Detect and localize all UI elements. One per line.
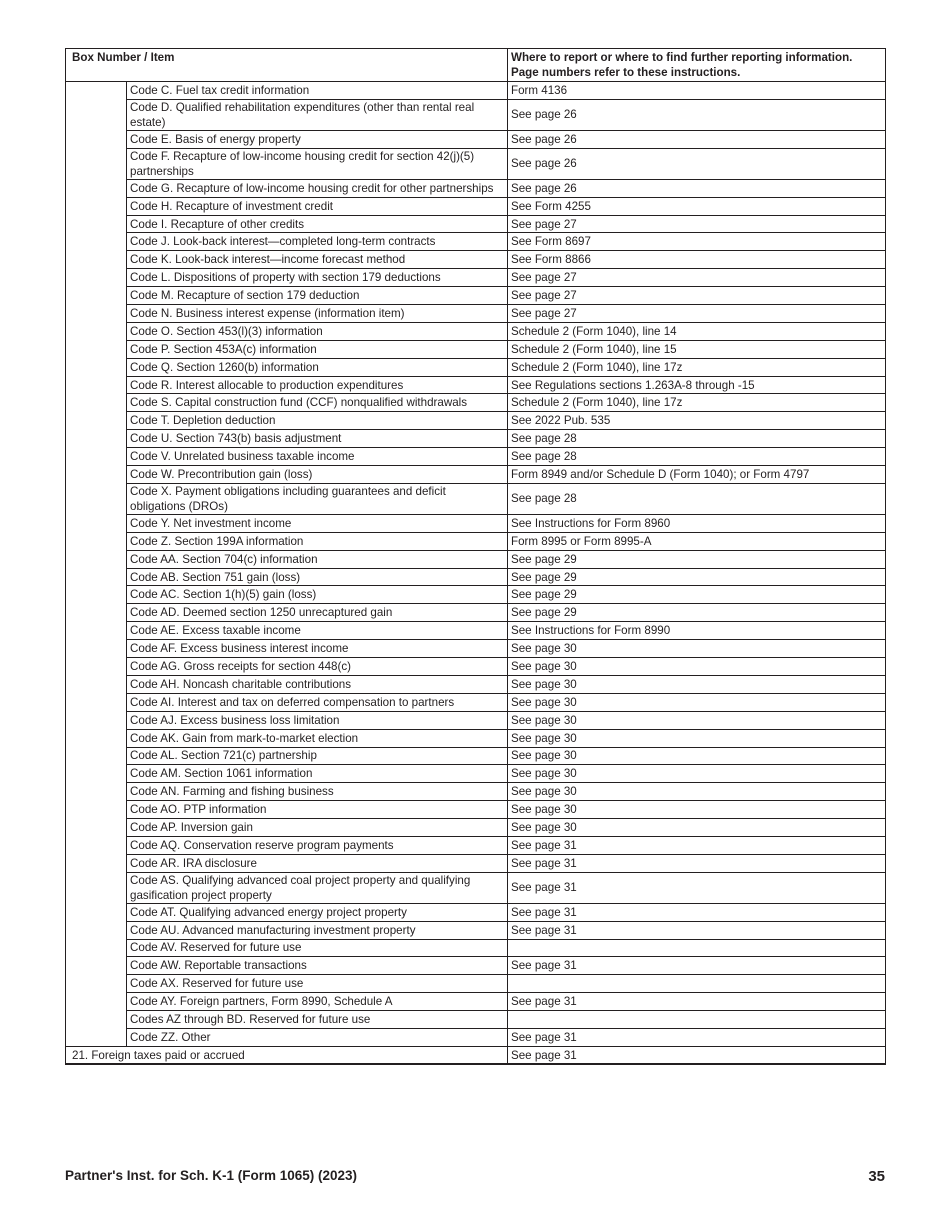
indent-cell [66, 532, 127, 550]
indent-cell [66, 179, 127, 197]
table-row [66, 1028, 886, 1046]
where-cell: See page 27 [508, 215, 886, 233]
where-cell: See page 31 [508, 921, 886, 939]
table-row [66, 550, 886, 568]
table-row [66, 394, 886, 412]
item-cell: Code L. Dispositions of property with section 179 deductions [127, 269, 508, 287]
table-row [66, 233, 886, 251]
item-cell: Code AP. Inversion gain [127, 819, 508, 837]
table-row [66, 675, 886, 693]
table-row [66, 99, 886, 130]
indent-cell [66, 957, 127, 975]
table-row [66, 430, 886, 448]
item-cell: Code AA. Section 704(c) information [127, 550, 508, 568]
where-cell: See page 30 [508, 765, 886, 783]
item-cell: Code K. Look-back interest—income forecast method [127, 251, 508, 269]
table-row [66, 532, 886, 550]
indent-cell [66, 622, 127, 640]
item-cell: Code AM. Section 1061 information [127, 765, 508, 783]
item-cell: Code I. Recapture of other credits [127, 215, 508, 233]
item-cell: Code S. Capital construction fund (CCF) nonqualified withdrawals [127, 394, 508, 412]
table-row [66, 729, 886, 747]
item-cell: Code P. Section 453A(c) information [127, 340, 508, 358]
indent-cell [66, 466, 127, 484]
where-cell: See page 29 [508, 550, 886, 568]
where-cell: See page 30 [508, 658, 886, 676]
item-cell: 21. Foreign taxes paid or accrued [66, 1046, 508, 1064]
indent-cell [66, 993, 127, 1011]
indent-cell [66, 514, 127, 532]
indent-cell [66, 1011, 127, 1029]
table-row [66, 658, 886, 676]
where-cell: See page 27 [508, 287, 886, 305]
table-row [66, 568, 886, 586]
table-row [66, 975, 886, 993]
where-cell: Schedule 2 (Form 1040), line 17z [508, 358, 886, 376]
where-cell: See page 31 [508, 993, 886, 1011]
table-row [66, 340, 886, 358]
indent-cell [66, 233, 127, 251]
item-cell: Code AJ. Excess business loss limitation [127, 711, 508, 729]
table-row [66, 604, 886, 622]
indent-cell [66, 586, 127, 604]
table-row [66, 747, 886, 765]
indent-cell [66, 640, 127, 658]
table-row [66, 854, 886, 872]
indent-cell [66, 854, 127, 872]
indent-cell [66, 658, 127, 676]
indent-cell [66, 872, 127, 903]
indent-cell [66, 251, 127, 269]
header-where-line-1: Where to report or where to find further reporting information. [511, 51, 853, 64]
where-cell: See page 30 [508, 693, 886, 711]
where-cell: See Form 8697 [508, 233, 886, 251]
indent-cell [66, 269, 127, 287]
indent-cell [66, 711, 127, 729]
table-row [66, 358, 886, 376]
table-row [66, 872, 886, 903]
item-cell: Code AG. Gross receipts for section 448(c) [127, 658, 508, 676]
table-row [66, 903, 886, 921]
table-row [66, 1046, 886, 1064]
item-cell: Code AH. Noncash charitable contributions [127, 675, 508, 693]
table-row [66, 179, 886, 197]
item-cell: Code AO. PTP information [127, 801, 508, 819]
table-row [66, 466, 886, 484]
where-cell [508, 975, 886, 993]
header-where-to-report [508, 49, 886, 82]
indent-cell [66, 448, 127, 466]
where-cell: Schedule 2 (Form 1040), line 15 [508, 340, 886, 358]
where-cell: See page 29 [508, 604, 886, 622]
where-cell: See page 30 [508, 783, 886, 801]
where-cell: See page 30 [508, 747, 886, 765]
item-cell: Code AY. Foreign partners, Form 8990, Schedule A [127, 993, 508, 1011]
table-row [66, 483, 886, 514]
page-number: 35 [868, 1168, 885, 1185]
table-row [66, 1011, 886, 1029]
item-cell: Code Y. Net investment income [127, 514, 508, 532]
item-cell: Code AC. Section 1(h)(5) gain (loss) [127, 586, 508, 604]
indent-cell [66, 394, 127, 412]
where-cell: See page 26 [508, 148, 886, 179]
item-cell: Code O. Section 453(l)(3) information [127, 322, 508, 340]
item-cell: Code E. Basis of energy property [127, 130, 508, 148]
where-cell: Form 8995 or Form 8995-A [508, 532, 886, 550]
where-cell: See 2022 Pub. 535 [508, 412, 886, 430]
indent-cell [66, 430, 127, 448]
where-cell: See Form 4255 [508, 197, 886, 215]
where-cell: Form 4136 [508, 82, 886, 100]
indent-cell [66, 483, 127, 514]
indent-cell [66, 550, 127, 568]
where-cell: See page 31 [508, 903, 886, 921]
table-row [66, 251, 886, 269]
where-cell: See page 26 [508, 99, 886, 130]
table-row [66, 215, 886, 233]
item-cell: Codes AZ through BD. Reserved for future use [127, 1011, 508, 1029]
where-cell: See page 31 [508, 854, 886, 872]
indent-cell [66, 215, 127, 233]
table-body [66, 82, 886, 1065]
item-cell: Code AV. Reserved for future use [127, 939, 508, 957]
where-cell: Schedule 2 (Form 1040), line 14 [508, 322, 886, 340]
item-cell: Code AS. Qualifying advanced coal project property and qualifying gasification project property [127, 872, 508, 903]
table-row [66, 82, 886, 100]
where-cell: See page 27 [508, 305, 886, 323]
table-row [66, 130, 886, 148]
item-cell: Code M. Recapture of section 179 deduction [127, 287, 508, 305]
table-row [66, 801, 886, 819]
item-cell: Code T. Depletion deduction [127, 412, 508, 430]
table-row [66, 819, 886, 837]
where-cell: See Form 8866 [508, 251, 886, 269]
where-cell: See page 26 [508, 130, 886, 148]
indent-cell [66, 130, 127, 148]
table-header-row [66, 49, 886, 82]
indent-cell [66, 903, 127, 921]
item-cell: Code ZZ. Other [127, 1028, 508, 1046]
indent-cell [66, 729, 127, 747]
where-cell [508, 1011, 886, 1029]
indent-cell [66, 675, 127, 693]
where-cell: See Instructions for Form 8960 [508, 514, 886, 532]
where-cell: See page 31 [508, 1046, 886, 1064]
where-cell: See page 29 [508, 568, 886, 586]
table-row [66, 622, 886, 640]
footer-title: Partner's Inst. for Sch. K-1 (Form 1065) (2023) [65, 1168, 358, 1183]
table-row [66, 765, 886, 783]
where-cell: See page 30 [508, 711, 886, 729]
item-cell: Code X. Payment obligations including guarantees and deficit obligations (DROs) [127, 483, 508, 514]
table-row [66, 921, 886, 939]
item-cell: Code G. Recapture of low-income housing credit for other partnerships [127, 179, 508, 197]
where-cell: See page 31 [508, 957, 886, 975]
where-cell: See page 28 [508, 483, 886, 514]
where-cell: Form 8949 and/or Schedule D (Form 1040); or Form 4797 [508, 466, 886, 484]
indent-cell [66, 82, 127, 100]
item-cell: Code AF. Excess business interest income [127, 640, 508, 658]
indent-cell [66, 148, 127, 179]
table-row [66, 305, 886, 323]
table-row [66, 448, 886, 466]
indent-cell [66, 783, 127, 801]
indent-cell [66, 322, 127, 340]
indent-cell [66, 287, 127, 305]
where-cell: See page 26 [508, 179, 886, 197]
table-row [66, 586, 886, 604]
table-row [66, 939, 886, 957]
where-cell: See page 30 [508, 640, 886, 658]
indent-cell [66, 340, 127, 358]
where-cell: See Instructions for Form 8990 [508, 622, 886, 640]
table-row [66, 783, 886, 801]
item-cell: Code H. Recapture of investment credit [127, 197, 508, 215]
indent-cell [66, 801, 127, 819]
item-cell: Code AL. Section 721(c) partnership [127, 747, 508, 765]
header-box-number-item: Box Number / Item [66, 49, 508, 82]
indent-cell [66, 939, 127, 957]
where-cell: See page 28 [508, 430, 886, 448]
item-cell: Code AT. Qualifying advanced energy project property [127, 903, 508, 921]
item-cell: Code AE. Excess taxable income [127, 622, 508, 640]
item-cell: Code Z. Section 199A information [127, 532, 508, 550]
item-cell: Code V. Unrelated business taxable income [127, 448, 508, 466]
where-cell: See page 30 [508, 801, 886, 819]
item-cell: Code AR. IRA disclosure [127, 854, 508, 872]
indent-cell [66, 693, 127, 711]
where-cell: See page 27 [508, 269, 886, 287]
item-cell: Code AX. Reserved for future use [127, 975, 508, 993]
where-cell: See page 28 [508, 448, 886, 466]
indent-cell [66, 412, 127, 430]
indent-cell [66, 836, 127, 854]
table-row [66, 269, 886, 287]
where-cell: See page 31 [508, 836, 886, 854]
item-cell: Code AB. Section 751 gain (loss) [127, 568, 508, 586]
item-cell: Code F. Recapture of low-income housing credit for section 42(j)(5) partnerships [127, 148, 508, 179]
table-row [66, 197, 886, 215]
indent-cell [66, 747, 127, 765]
indent-cell [66, 1028, 127, 1046]
item-cell: Code AQ. Conservation reserve program payments [127, 836, 508, 854]
table-row [66, 640, 886, 658]
table-row [66, 148, 886, 179]
item-cell: Code C. Fuel tax credit information [127, 82, 508, 100]
indent-cell [66, 99, 127, 130]
table-row [66, 957, 886, 975]
item-cell: Code D. Qualified rehabilitation expenditures (other than rental real estate) [127, 99, 508, 130]
table-row [66, 287, 886, 305]
item-cell: Code W. Precontribution gain (loss) [127, 466, 508, 484]
item-cell: Code AN. Farming and fishing business [127, 783, 508, 801]
where-cell: Schedule 2 (Form 1040), line 17z [508, 394, 886, 412]
indent-cell [66, 568, 127, 586]
indent-cell [66, 819, 127, 837]
where-cell: See page 29 [508, 586, 886, 604]
indent-cell [66, 376, 127, 394]
reporting-table [65, 48, 886, 1065]
item-cell: Code AD. Deemed section 1250 unrecaptured gain [127, 604, 508, 622]
table-row [66, 836, 886, 854]
where-cell: See page 30 [508, 729, 886, 747]
indent-cell [66, 765, 127, 783]
item-cell: Code Q. Section 1260(b) information [127, 358, 508, 376]
where-cell: See page 31 [508, 872, 886, 903]
where-cell: See page 30 [508, 675, 886, 693]
indent-cell [66, 604, 127, 622]
table-row [66, 412, 886, 430]
item-cell: Code U. Section 743(b) basis adjustment [127, 430, 508, 448]
header-where-line-2: Page numbers refer to these instructions. [511, 66, 741, 79]
where-cell: See Regulations sections 1.263A-8 through -15 [508, 376, 886, 394]
table-row [66, 993, 886, 1011]
item-cell: Code AK. Gain from mark-to-market election [127, 729, 508, 747]
indent-cell [66, 305, 127, 323]
where-cell [508, 939, 886, 957]
item-cell: Code AW. Reportable transactions [127, 957, 508, 975]
indent-cell [66, 358, 127, 376]
item-cell: Code AU. Advanced manufacturing investment property [127, 921, 508, 939]
where-cell: See page 30 [508, 819, 886, 837]
item-cell: Code R. Interest allocable to production expenditures [127, 376, 508, 394]
where-cell: See page 31 [508, 1028, 886, 1046]
item-cell: Code N. Business interest expense (information item) [127, 305, 508, 323]
indent-cell [66, 921, 127, 939]
table-row [66, 514, 886, 532]
table-row [66, 376, 886, 394]
indent-cell [66, 197, 127, 215]
table-row [66, 711, 886, 729]
indent-cell [66, 975, 127, 993]
table-row [66, 693, 886, 711]
item-cell: Code AI. Interest and tax on deferred compensation to partners [127, 693, 508, 711]
table-row [66, 322, 886, 340]
item-cell: Code J. Look-back interest—completed long-term contracts [127, 233, 508, 251]
